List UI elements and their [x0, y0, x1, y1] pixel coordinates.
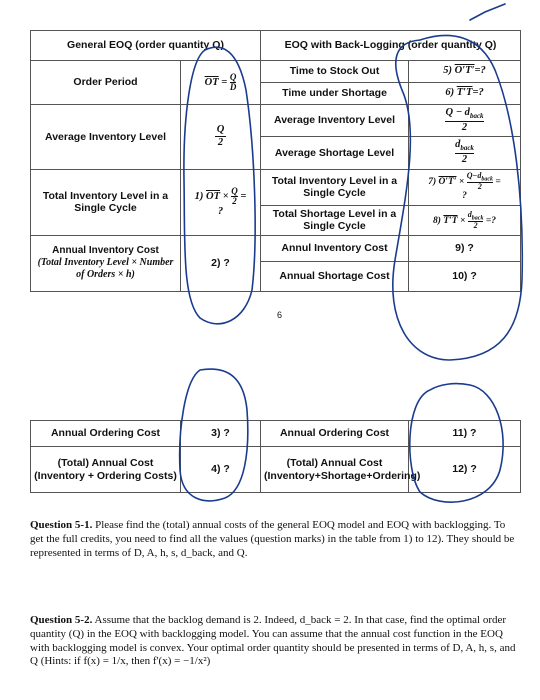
- time-to-stock-out-label: Time to Stock Out: [261, 61, 409, 83]
- annotation-tick: [470, 4, 505, 20]
- time-under-shortage-label: Time under Shortage: [261, 83, 409, 105]
- general-eoq-header: General EOQ (order quantity Q): [31, 31, 261, 61]
- avg-inventory-level-bl-label: Average Inventory Level: [261, 105, 409, 137]
- total-inventory-single-cycle-answer: ?: [217, 205, 224, 217]
- annul-inventory-cost-bl-label: Annul Inventory Cost: [261, 235, 409, 261]
- total-inventory-single-cycle-bl-answer: ?: [462, 191, 467, 202]
- annual-ordering-cost-bl-answer: 11) ?: [409, 421, 521, 447]
- question-5-2-title: Question 5-2.: [30, 614, 93, 626]
- order-period-label: Order Period: [31, 61, 181, 105]
- question-5-1-text: Please find the (total) annual costs of the general EOQ model and EOQ with backlogging. To get the full credits, you need to find all the values (question marks) in the table from 1) to 12). They should be represented in terms of D, A, h, s, d_back, and Q.: [30, 519, 515, 559]
- time-to-stock-out-answer: 5) O′T′=?: [409, 61, 521, 83]
- annual-shortage-cost-bl-label: Annual Shortage Cost: [261, 261, 409, 291]
- total-annual-cost-answer: 4) ?: [181, 447, 261, 493]
- eoq-comparison-table: [30, 30, 521, 292]
- total-shortage-single-cycle-bl-label: Total Shortage Level in a Single Cycle: [261, 205, 409, 235]
- annual-inventory-cost-answer: 2) ?: [181, 235, 261, 291]
- total-annual-cost-bl-answer: 12) ?: [409, 447, 521, 493]
- avg-shortage-level-label: Average Shortage Level: [261, 137, 409, 169]
- question-5-2-text: Assume that the backlog demand is 2. Indeed, d_back = 2. In that case, find the optimal order quantity (Q) in the EOQ with backlogging model. You can assume that the annual cost function in the EOQ with backlogging model is convex. Your optimal order quantity should be presented in terms of D, A, h, s, and Q (Hints: if f(x) = 1/x, then f'(x) = −1/x²): [30, 614, 516, 668]
- avg-inventory-level-label: Average Inventory Level: [31, 105, 181, 170]
- total-inventory-single-cycle-formula: 1) $\overline{OT}$ × $\frac{Q}{2}$ = ?: [181, 169, 261, 235]
- total-annual-cost-label: (Total) Annual Cost (Inventory + Ordering Costs): [31, 447, 181, 493]
- total-shortage-single-cycle-bl-formula: 8) T′T × $d_{back}$ 2 =?: [409, 205, 521, 235]
- avg-shortage-level-formula: $d_{back}$ 2: [409, 137, 521, 169]
- question-5-1: [30, 519, 520, 560]
- eoq-cost-table: [30, 420, 521, 493]
- annual-inventory-cost-label: Annual Inventory Cost (Total Inventory Level × Number of Orders × h): [31, 235, 181, 291]
- question-5-1-title: Question 5-1.: [30, 519, 93, 531]
- avg-inventory-level-bl-formula: $Q - d_{back}$ 2: [409, 105, 521, 137]
- page-number: 6: [277, 310, 283, 320]
- annul-inventory-cost-bl-answer: 9) ?: [409, 235, 521, 261]
- total-inventory-single-cycle-bl-formula: 7) O′T′ × $Q-d_{back}$ 2 = ?: [409, 169, 521, 205]
- annual-ordering-cost-label: Annual Ordering Cost: [31, 421, 181, 447]
- order-period-formula: $\overline{OT}$ = $\frac{Q}{D}$: [181, 61, 261, 105]
- time-under-shortage-answer: 6) T′T=?: [409, 83, 521, 105]
- total-inventory-single-cycle-bl-label: Total Inventory Level in a Single Cycle: [261, 169, 409, 205]
- total-annual-cost-bl-label: (Total) Annual Cost (Inventory+Shortage+Ordering): [261, 447, 409, 493]
- question-5-2: [30, 614, 520, 669]
- annual-ordering-cost-bl-label: Annual Ordering Cost: [261, 421, 409, 447]
- avg-inventory-level-formula: $\frac{Q}{2}$: [181, 105, 261, 170]
- total-inventory-single-cycle-label: Total Inventory Level in a Single Cycle: [31, 169, 181, 235]
- backlog-eoq-header: EOQ with Back-Logging (order quantity Q): [261, 31, 521, 61]
- annual-ordering-cost-answer: 3) ?: [181, 421, 261, 447]
- annual-shortage-cost-bl-answer: 10) ?: [409, 261, 521, 291]
